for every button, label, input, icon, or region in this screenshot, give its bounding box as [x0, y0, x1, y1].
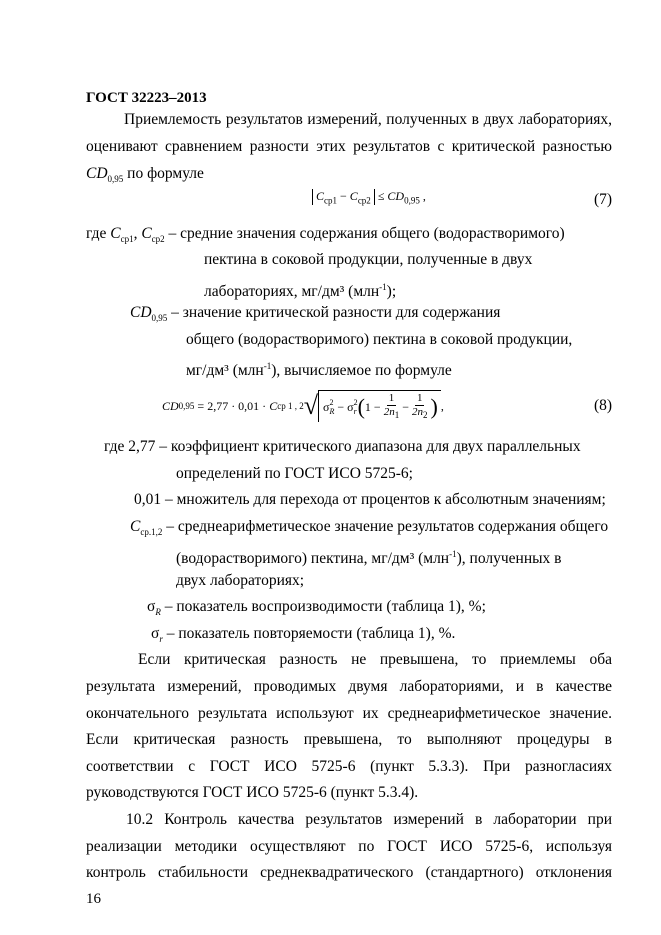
denominator [410, 406, 430, 422]
text-span: – значение критической разности для содержания [167, 304, 501, 321]
def-line [204, 277, 396, 302]
subscript: 0,95 [178, 401, 195, 411]
denominator-text: 2n [383, 405, 395, 418]
def-line [86, 224, 565, 249]
subscript: ср 1 , 2 [277, 401, 304, 411]
document-header: ГОСТ 32223–2013 [86, 90, 207, 106]
var-cd: CD [130, 304, 152, 321]
text-line: соответствии с ГОСТ ИСО 5725-6 (пункт 5.3.3). При разногласиях [86, 758, 612, 775]
text-line [86, 164, 204, 189]
text-span: – среднеарифметическое значение результатов содержания общего [162, 518, 609, 535]
subscript: 0,95 [151, 313, 168, 324]
text-line: контроль стабильности среднеквадратического (стандартного) отклонения [86, 864, 612, 881]
subscript: R [155, 607, 161, 618]
text-span: по формуле [123, 165, 204, 182]
text-span: где 2,77 [104, 438, 156, 455]
text-span: 0,01 [134, 491, 162, 508]
var-c1: C [316, 189, 325, 203]
abs-difference [312, 189, 375, 205]
subscript: 0,95 [404, 195, 420, 206]
sigma-r-lower: σ [151, 625, 160, 642]
def-line [186, 356, 452, 381]
text-line: реализации методики осуществляют по ГОСТ ИСО 5725-6, используя [86, 838, 612, 855]
subscript: ср1 [120, 234, 134, 245]
operator: − [402, 399, 409, 414]
text-span: – средние значения содержания общего (водорастворимого) [164, 225, 565, 242]
subscript: R [329, 407, 335, 416]
numerator: 1 [416, 391, 423, 404]
subscript: 2 [422, 410, 428, 421]
def-line [151, 624, 455, 649]
text-line: результата измерений, проводимых двумя лабораториями, и в качестве [86, 678, 612, 695]
text-line: Если критическая разность превышена, то выполняют процедуры в [86, 731, 612, 748]
var-cd: CD [162, 398, 179, 413]
def-line [130, 303, 500, 328]
text-span: – показатель повторяемости (таблица 1), %. [162, 625, 456, 642]
text-span: – коэффициент критического диапазона для двух параллельных [155, 438, 581, 455]
text-span: – множитель для перехода от процентов к абсолютным значениям; [161, 491, 606, 508]
def-line: определений по ГОСТ ИСО 5725-6; [176, 465, 413, 482]
text-line: Если критическая разность не превышена, то приемлемы оба [138, 651, 612, 668]
punct: , [419, 189, 426, 203]
denominator-text: 2n [411, 405, 423, 418]
radical-sign: √ [303, 391, 318, 420]
def-line [147, 597, 486, 622]
superscript: 2 [353, 398, 358, 407]
text-line: 10.2 Контроль качества результатов измерений в лаборатории при [126, 811, 612, 828]
var-c1: C [110, 225, 121, 242]
operator: = 2,77 · 0,01 · [194, 398, 270, 413]
text-line: оценивают сравнением разности этих результатов с критической разностью [86, 138, 612, 155]
def-line [130, 517, 608, 542]
text-span: мг/дм³ (млн [186, 362, 264, 380]
def-line [104, 437, 581, 457]
text-span: ), полученных в [456, 550, 562, 568]
equation-number-7: (7) [594, 191, 613, 208]
subscript: 1 [394, 410, 400, 421]
paren-open: ( [357, 394, 365, 419]
radicand [318, 390, 441, 422]
subscript: ср2 [357, 195, 371, 206]
var-c2: C [349, 189, 358, 203]
superscript: 2 [329, 398, 334, 407]
punct: , [133, 225, 142, 242]
denominator [382, 406, 402, 422]
sigma-r-lower: σ [347, 399, 354, 414]
superscript: -1 [263, 361, 272, 371]
text-span: – показатель воспроизводимости (таблица 1), %; [160, 598, 486, 615]
def-line [176, 544, 561, 569]
def-line: пектина в соковой продукции, полученные в двух [204, 251, 533, 268]
text-span: ), вычисляемое по формуле [271, 362, 452, 380]
var-c: C [130, 518, 141, 535]
text-span: ); [386, 283, 397, 301]
sigma-r-upper: σ [147, 598, 156, 615]
formula-8 [162, 384, 444, 428]
def-line [134, 490, 606, 510]
text-span: (водорастворимого) пектина, мг/дм³ (млн [176, 550, 450, 568]
var-c2: C [141, 225, 152, 242]
subscript: ср2 [151, 234, 165, 245]
var-cd: CD [387, 189, 405, 203]
fraction-2 [410, 392, 430, 422]
var-c: C [269, 398, 278, 413]
text-span: 1 − [364, 399, 381, 414]
def-line: общего (водорастворимого) пектина в соковой продукции, [186, 331, 573, 348]
operator: − [334, 399, 348, 414]
superscript: -1 [379, 282, 387, 292]
def-line: двух лабораториях; [176, 572, 305, 589]
square-root [304, 390, 441, 422]
text-line: руководствуются ГОСТ ИСО 5725-6 (пункт 5.3.4). [86, 784, 419, 801]
superscript: -1 [449, 549, 457, 559]
text-span: где [86, 225, 111, 242]
fraction-1 [382, 392, 402, 422]
punct: , [440, 398, 444, 413]
text-line: Приемлемость результатов измерений, полученных в двух лабораториях, [124, 111, 612, 128]
operator: ≤ [374, 189, 388, 203]
subscript: r [159, 634, 163, 645]
formula-7 [312, 189, 426, 205]
paren-close: ) [430, 394, 438, 419]
sigma-r-upper: σ [322, 399, 330, 414]
var-cd: CD [86, 165, 108, 182]
operator: − [337, 189, 350, 203]
subscript: ср1 [324, 195, 338, 206]
subscript: r [353, 407, 357, 416]
numerator: 1 [388, 391, 395, 404]
text-span: лабораториях, мг/дм³ (млн [204, 283, 380, 301]
subscript: ср.1,2 [140, 527, 163, 538]
text-line: окончательного результата используют их среднеарифметическое значение. [86, 705, 612, 722]
page-number: 16 [86, 891, 101, 907]
subscript: 0,95 [107, 174, 124, 185]
equation-number-8: (8) [594, 397, 613, 414]
